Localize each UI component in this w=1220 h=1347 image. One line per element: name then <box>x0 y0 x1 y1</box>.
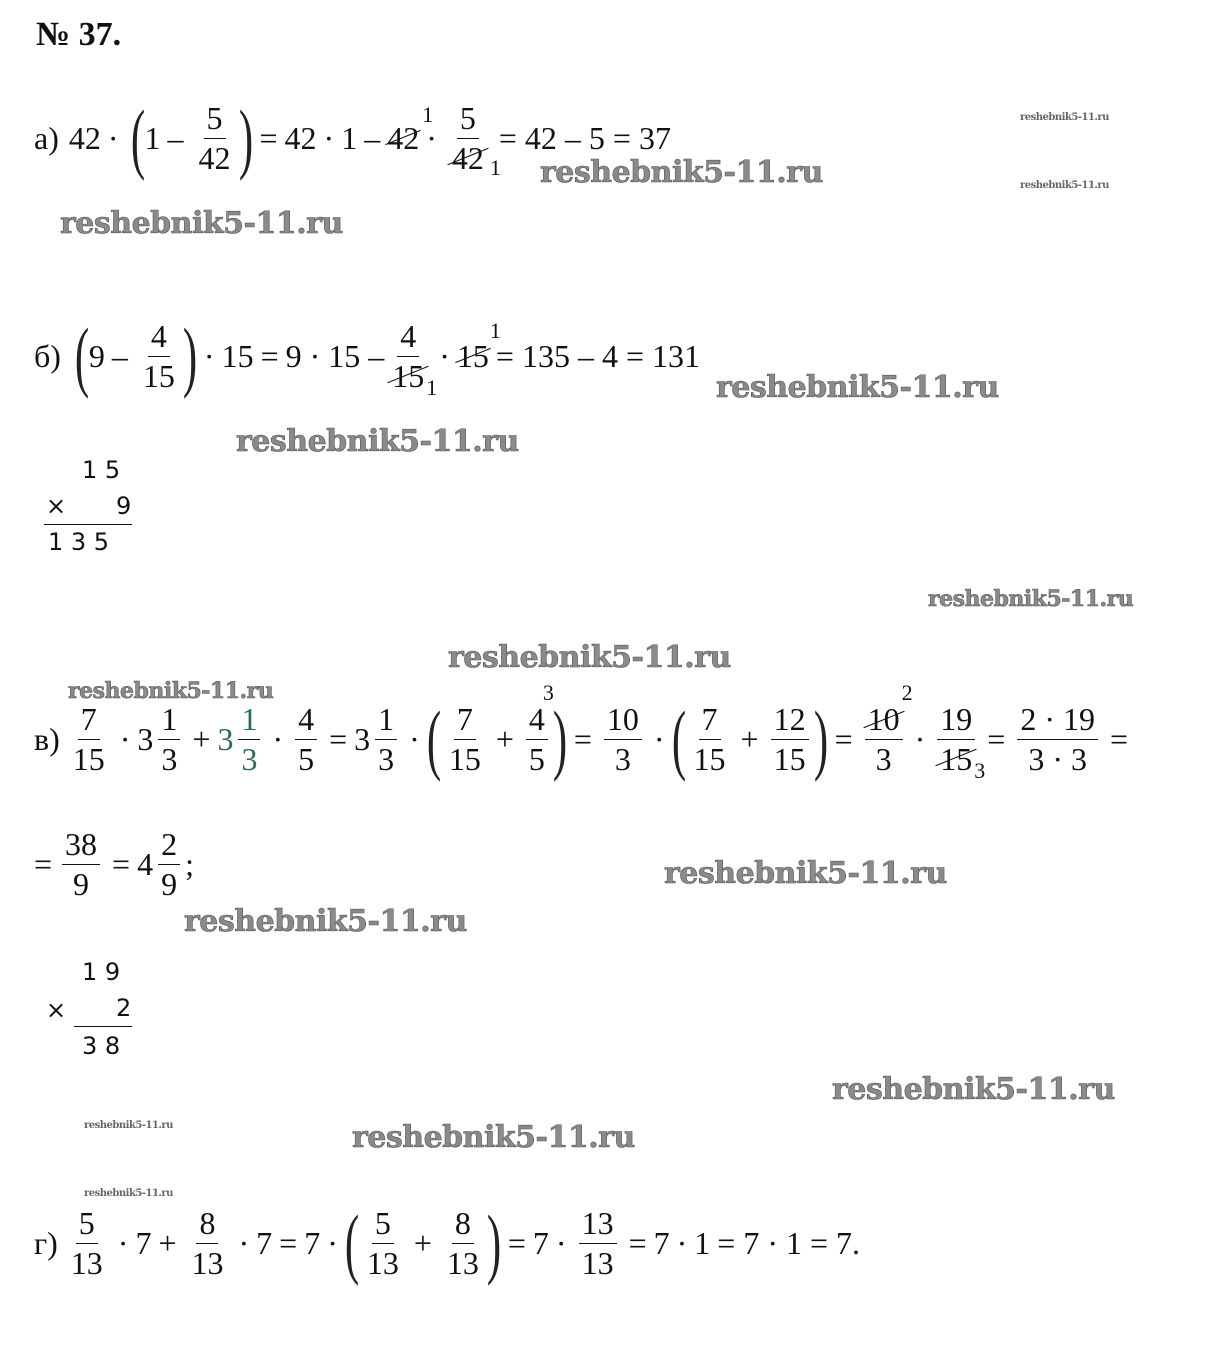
column-multiplication: 1 9 × 2 3 8 <box>46 958 132 1060</box>
watermark: reshebnik5-11.ru <box>1020 112 1109 123</box>
fraction: $\frac{5}{13}$ <box>70 1204 103 1281</box>
watermark: reshebnik5-11.ru <box>60 206 343 241</box>
column-line <box>74 1026 132 1027</box>
paren-open: ( <box>74 312 90 399</box>
fraction: 4 5 3 <box>526 702 548 776</box>
fraction: $\frac{7}{15}$ <box>448 700 481 777</box>
fraction: $\frac{8}{13}$ <box>191 1204 224 1281</box>
watermark: reshebnik5-11.ru <box>448 640 731 675</box>
column-multiplication: 1 5 × 9 1 3 5 <box>46 456 132 556</box>
paren-close: ) <box>813 695 828 782</box>
fraction: 4 15 1 <box>389 319 427 393</box>
fraction: $\frac{7}{15}$ <box>693 700 726 777</box>
line-b: б) ( 9 – $\frac{4}{15}$ ) · 15 = 9 · 15 – 4 15 1 · 15 1 = 135 – 4 = 131 <box>34 312 701 401</box>
label-a: а) <box>34 119 59 156</box>
fraction: $\frac{4}{5}$ <box>295 702 317 776</box>
fraction: $\frac{4}{15}$ <box>142 317 175 394</box>
line-v: в) $\frac{7}{15}$ · 3 $\frac{1}{3}$ + 3 $\frac{1}{3}$ · $\frac{4}{5}$ = 3 $\frac{1}{3}$ · ( $\frac{7}{15}$ + 4 5 3 ) = $\frac{10}{3}$ · ( $\frac{7}{15}$ + $\frac{12}{15}$ ) = 10 3 2 · 19 15 3 = $\frac{2 \cdot 19}{3 \cdot 3}$ = <box>34 679 1129 784</box>
watermark: reshebnik5-11.ru <box>1020 180 1109 191</box>
paren-open: ( <box>426 695 441 782</box>
watermark: reshebnik5-11.ru <box>184 904 467 939</box>
watermark: reshebnik5-11.ru <box>236 424 519 459</box>
fraction: 5 42 1 <box>449 101 487 175</box>
cancelled-number: 42 1 <box>387 101 434 156</box>
cancelled-number: 15 1 <box>456 317 501 374</box>
mixed-number: 3 $\frac{1}{3}$ <box>354 702 402 776</box>
fraction: $\frac{7}{15}$ <box>72 700 105 777</box>
label-v: в) <box>34 720 60 757</box>
fraction: $\frac{10}{3}$ <box>604 702 642 776</box>
watermark: reshebnik5-11.ru <box>84 1188 173 1199</box>
fraction: $\frac{2 \cdot 19}{3 \cdot 3}$ <box>1017 702 1098 776</box>
fraction: 10 3 2 <box>865 702 903 776</box>
label-g: г) <box>34 1224 58 1261</box>
fraction: $\frac{38}{9}$ <box>62 827 100 901</box>
paren-open: ( <box>671 695 686 782</box>
watermark: reshebnik5-11.ru <box>716 370 999 405</box>
fraction: 19 15 3 <box>937 702 975 776</box>
line-a: а) 42 · ( 1 – $\frac{5}{42}$ ) = 42 · 1 – 42 1 · 5 42 1 = 42 – 5 = 37 <box>34 94 671 181</box>
paren-close: ) <box>486 1199 502 1286</box>
problem-number: № 37. <box>36 16 122 53</box>
paren-close: ) <box>238 94 253 181</box>
mixed-number: 3 $\frac{1}{3}$ <box>137 702 185 776</box>
watermark: reshebnik5-11.ru <box>352 1120 635 1155</box>
watermark: reshebnik5-11.ru <box>928 586 1134 612</box>
paren-close: ) <box>182 312 198 399</box>
mixed-number: 3 $\frac{1}{3}$ <box>217 702 265 776</box>
fraction: $\frac{5}{42}$ <box>198 99 231 176</box>
paren-open: ( <box>344 1199 359 1286</box>
watermark: reshebnik5-11.ru <box>68 678 274 704</box>
fraction: $\frac{5}{13}$ <box>366 1204 399 1281</box>
paren-open: ( <box>130 94 145 181</box>
label-b: б) <box>34 337 61 374</box>
watermark: reshebnik5-11.ru <box>664 856 947 891</box>
watermark: reshebnik5-11.ru <box>540 155 823 190</box>
line-v-continued: = $\frac{38}{9}$ = 4 $\frac{2}{9}$ ; <box>34 825 194 902</box>
fraction: $\frac{12}{15}$ <box>771 702 809 776</box>
watermark: reshebnik5-11.ru <box>84 1120 173 1131</box>
fraction: $\frac{8}{13}$ <box>446 1204 479 1281</box>
watermark: reshebnik5-11.ru <box>832 1072 1115 1107</box>
column-line <box>44 524 132 525</box>
paren-close: ) <box>552 695 567 782</box>
line-g: г) $\frac{5}{13}$ · 7 + $\frac{8}{13}$ · 7 = 7 · ( $\frac{5}{13}$ + $\frac{8}{13}$ ) = 7 · $\frac{13}{13}$ = 7 · 1 = 7 · 1 = 7. <box>34 1199 861 1286</box>
fraction: $\frac{13}{13}$ <box>579 1206 617 1280</box>
mixed-number: 4 $\frac{2}{9}$ <box>137 827 185 901</box>
